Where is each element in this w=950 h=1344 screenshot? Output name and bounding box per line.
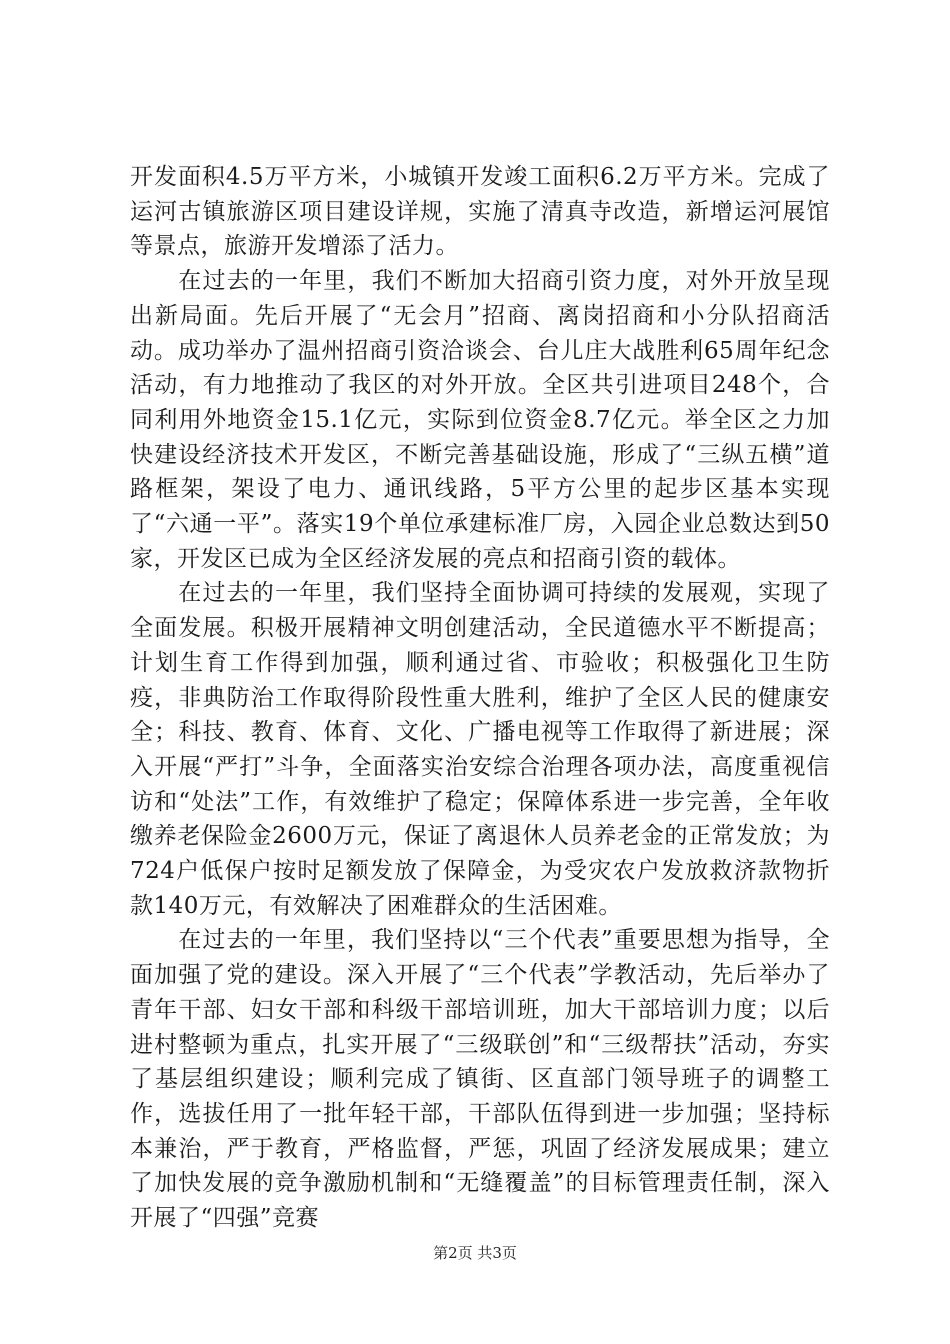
document-body: [130, 160, 830, 1236]
page-number-footer: 第2页 共3页: [433, 1244, 517, 1262]
paragraph-1: 开发面积4.5万平方米，小城镇开发竣工面积6.2万平方米。完成了运河古镇旅游区项目建设详规，实施了清真寺改造，新增运河展馆等景点，旅游开发增添了活力。: [130, 164, 830, 260]
paragraph-3: 在过去的一年里，我们坚持全面协调可持续的发展观，实现了全面发展。积极开展精神文明创建活动，全民道德水平不断提高；计划生育工作得到加强，顺利通过省、市验收；积极强化卫生防疫，非典防治工作取得阶段性重大胜利，维护了全区人民的健康安全；科技、教育、体育、文化、广播电视等工作取得了新进展；深入开展“严打”斗争，全面落实治安综合治理各项办法，高度重视信访和“处法”工作，有效维护了稳定；保障体系进一步完善，全年收缴养老保险金2600万元，保证了离退休人员养老金的正常发放；为724户低保户按时足额发放了保障金，为受灾农户发放救济款物折款140万元，有效解决了困难群众的生活困难。: [130, 580, 830, 919]
paragraph-2: 在过去的一年里，我们不断加大招商引资力度，对外开放呈现出新局面。先后开展了“无会月”招商、离岗招商和小分队招商活动。成功举办了温州招商引资洽谈会、台儿庄大战胜利65周年纪念活动，有力地推动了我区的对外开放。全区共引进项目248个，合同利用外地资金15.1亿元，实际到位资金8.7亿元。举全区之力加快建设经济技术开发区，不断完善基础设施，形成了“三纵五横”道路框架，架设了电力、通讯线路，5平方公里的起步区基本实现了“六通一平”。落实19个单位承建标准厂房，入园企业总数达到50家，开发区已成为全区经济发展的亮点和招商引资的载体。: [130, 268, 830, 572]
paragraph-4: 在过去的一年里，我们坚持以“三个代表”重要思想为指导，全面加强了党的建设。深入开展了“三个代表”学教活动，先后举办了青年干部、妇女干部和科级干部培训班，加大干部培训力度；以后进村整顿为重点，扎实开展了“三级联创”和“三级帮扶”活动，夯实了基层组织建设；顺利完成了镇街、区直部门领导班子的调整工作，选拔任用了一批年轻干部，干部队伍得到进一步加强；坚持标本兼治，严于教育，严格监督，严惩，巩固了经济发展成果；建立了加快发展的竞争激励机制和“无缝覆盖”的目标管理责任制，深入开展了“四强”竞赛: [130, 927, 830, 1232]
